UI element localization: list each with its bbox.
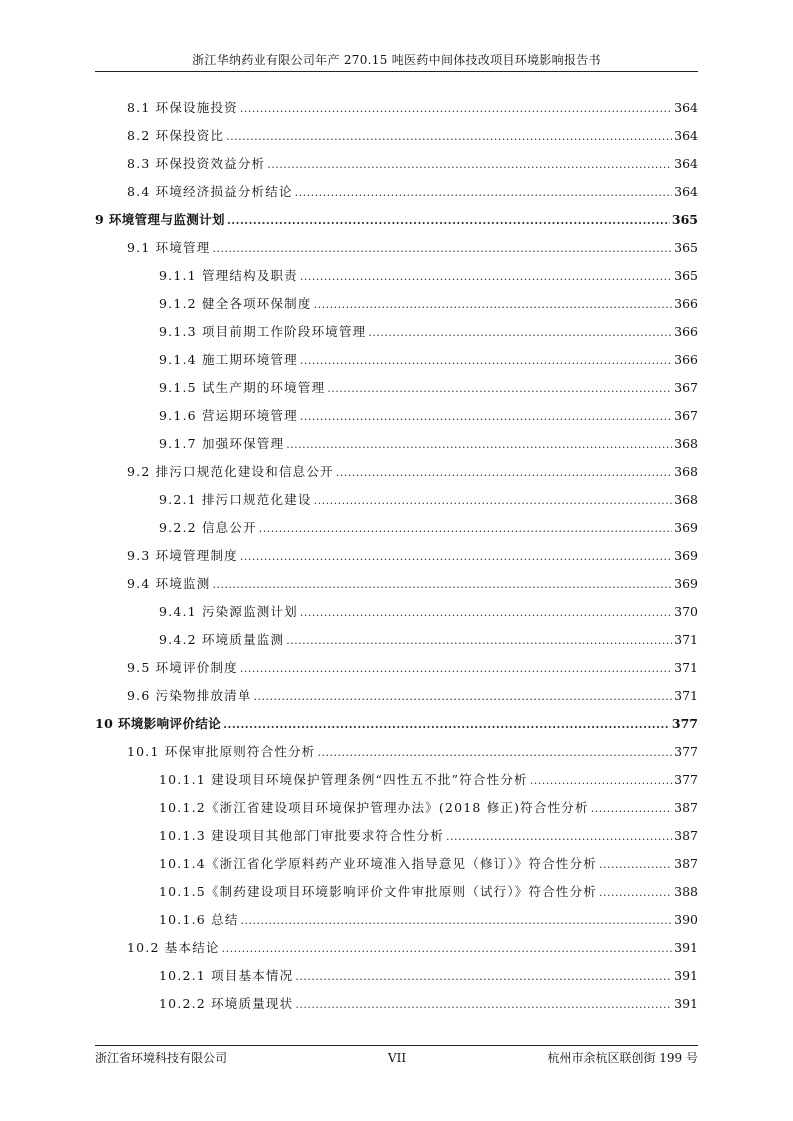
toc-entry-label: 9.1.7 加强环保管理 [159, 436, 285, 451]
toc-entry[interactable] [127, 462, 698, 482]
toc-entry-page: 368 [674, 436, 698, 451]
toc-leader-dots [223, 715, 670, 735]
toc-entry-page: 369 [674, 548, 698, 563]
toc-entry-label: 9.5 环境评价制度 [127, 660, 238, 675]
toc-entry[interactable] [159, 826, 698, 846]
footer-divider [95, 1045, 698, 1046]
toc-entry[interactable] [159, 378, 698, 398]
toc-entry-label: 8.4 环境经济损益分析结论 [127, 184, 293, 199]
toc-entry[interactable] [159, 770, 698, 790]
toc-leader-dots [286, 435, 672, 455]
toc-entry[interactable] [159, 798, 698, 818]
toc-entry[interactable] [127, 98, 698, 118]
toc-leader-dots [240, 547, 672, 567]
toc-leader-dots [241, 911, 673, 931]
toc-leader-dots [599, 855, 672, 875]
toc-leader-dots [240, 659, 672, 679]
toc-entry-label: 9.2.2 信息公开 [159, 520, 257, 535]
footer-page-number: VII [387, 1051, 407, 1065]
toc-entry-label: 9.1.4 施工期环境管理 [159, 352, 298, 367]
toc-entry[interactable] [159, 406, 698, 426]
toc-entry-page: 366 [674, 296, 698, 311]
toc-entry-label: 10.1.5《制药建设项目环境影响评价文件审批原则（试行）》符合性分析 [159, 884, 598, 899]
toc-leader-dots [212, 575, 672, 595]
toc-entry-label: 9.1 环境管理 [127, 240, 211, 255]
toc-entry-label: 9.2 排污口规范化建设和信息公开 [127, 464, 334, 479]
toc-entry-label: 8.1 环保设施投资 [127, 100, 238, 115]
toc-entry-label: 10.1.6 总结 [159, 912, 239, 927]
toc-leader-dots [530, 771, 672, 791]
toc-entry[interactable] [159, 322, 698, 342]
toc-entry-label: 9.2.1 排污口规范化建设 [159, 492, 312, 507]
toc-entry-page: 391 [674, 996, 698, 1011]
toc-entry[interactable] [159, 294, 698, 314]
toc-leader-dots [368, 323, 672, 343]
toc-entry-page: 367 [674, 380, 698, 395]
toc-leader-dots [254, 687, 673, 707]
toc-entry-label: 9.1.5 试生产期的环境管理 [159, 380, 326, 395]
toc-leader-dots [227, 211, 670, 231]
toc-entry-page: 368 [674, 492, 698, 507]
toc-entry-label: 10.1.4《浙江省化学原料药产业环境准入指导意见（修订）》符合性分析 [159, 856, 598, 871]
toc-entry-label: 9.1.2 健全各项环保制度 [159, 296, 312, 311]
toc-leader-dots [295, 995, 672, 1015]
toc-leader-dots [336, 463, 672, 483]
footer-address: 杭州市余杭区联创街 199 号 [547, 1051, 698, 1065]
toc-leader-dots [314, 295, 673, 315]
toc-entry[interactable] [127, 658, 698, 678]
toc-entry[interactable] [159, 882, 698, 902]
toc-entry-page: 364 [674, 156, 698, 171]
toc-entry-page: 364 [674, 128, 698, 143]
toc-entry-page: 377 [674, 744, 698, 759]
toc-entry[interactable] [127, 574, 698, 594]
toc-leader-dots [300, 267, 672, 287]
toc-entry[interactable] [159, 490, 698, 510]
toc-entry[interactable] [159, 966, 698, 986]
toc-entry-page: 365 [674, 240, 698, 255]
toc-leader-dots [591, 799, 672, 819]
toc-entry-page: 371 [674, 632, 698, 647]
toc-entry-page: 387 [674, 828, 698, 843]
toc-entry-page: 370 [674, 604, 698, 619]
toc-entry[interactable] [127, 182, 698, 202]
toc-leader-dots [240, 99, 672, 119]
toc-entry-page: 391 [674, 940, 698, 955]
toc-leader-dots [318, 743, 673, 763]
toc-entry-page: 369 [674, 520, 698, 535]
toc-entry-label: 9.4.1 污染源监测计划 [159, 604, 298, 619]
toc-entry-label: 10.2.1 项目基本情况 [159, 968, 294, 983]
toc-entry-page: 371 [674, 660, 698, 675]
toc-leader-dots [267, 155, 672, 175]
toc-entry-label: 9.1.3 项目前期工作阶段环境管理 [159, 324, 367, 339]
toc-entry-page: 390 [674, 912, 698, 927]
toc-entry-label: 9.1.1 管理结构及职责 [159, 268, 298, 283]
toc-entry-page: 366 [674, 324, 698, 339]
toc-leader-dots [295, 183, 672, 203]
toc-entry-label: 10.2 基本结论 [127, 940, 220, 955]
page-header-title: 浙江华纳药业有限公司年产 270.15 吨医药中间体技改项目环境影响报告书 [192, 53, 601, 67]
toc-entry-label: 10 环境影响评价结论 [95, 716, 222, 731]
toc-leader-dots [286, 631, 672, 651]
toc-leader-dots [226, 127, 672, 147]
header-divider [95, 71, 698, 72]
toc-entry-label: 10.1 环保审批原则符合性分析 [127, 744, 316, 759]
toc-leader-dots [327, 379, 672, 399]
toc-entry-label: 8.2 环保投资比 [127, 128, 225, 143]
toc-entry-page: 369 [674, 576, 698, 591]
toc-entry[interactable] [159, 994, 698, 1014]
toc-entry-label: 9.4.2 环境质量监测 [159, 632, 285, 647]
toc-leader-dots [599, 883, 672, 903]
footer-company: 浙江省环境科技有限公司 [95, 1051, 228, 1065]
toc-entry-label: 10.1.2《浙江省建设项目环境保护管理办法》(2018 修正)符合性分析 [159, 800, 589, 815]
toc-entry-label: 9.3 环境管理制度 [127, 548, 238, 563]
toc-entry-page: 388 [674, 884, 698, 899]
toc-leader-dots [212, 239, 672, 259]
toc-entry-page: 391 [674, 968, 698, 983]
toc-entry-page: 365 [674, 268, 698, 283]
toc-entry[interactable] [159, 434, 698, 454]
toc-leader-dots [222, 939, 673, 959]
toc-entry-label: 10.1.3 建设项目其他部门审批要求符合性分析 [159, 828, 445, 843]
toc-entry-label: 10.1.1 建设项目环境保护管理条例“四性五不批”符合性分析 [159, 772, 528, 787]
toc-entry[interactable] [159, 602, 698, 622]
toc-entry[interactable] [95, 210, 698, 230]
toc-entry[interactable] [159, 266, 698, 286]
toc-entry[interactable] [159, 854, 698, 874]
toc-entry[interactable] [159, 910, 698, 930]
toc-entry[interactable] [127, 126, 698, 146]
toc-leader-dots [259, 519, 672, 539]
toc-entry-page: 387 [674, 856, 698, 871]
toc-entry-page: 366 [674, 352, 698, 367]
toc-entry-page: 368 [674, 464, 698, 479]
toc-entry-page: 371 [674, 688, 698, 703]
toc-entry-label: 8.3 环保投资效益分析 [127, 156, 266, 171]
toc-entry-page: 387 [674, 800, 698, 815]
toc-entry[interactable] [127, 938, 698, 958]
toc-leader-dots [295, 967, 672, 987]
toc-entry-page: 367 [674, 408, 698, 423]
toc-entry[interactable] [127, 686, 698, 706]
toc-leader-dots [314, 491, 673, 511]
toc-entry-page: 365 [671, 212, 698, 227]
toc-entry-page: 364 [674, 184, 698, 199]
toc-entry[interactable] [127, 238, 698, 258]
toc-entry-page: 377 [674, 772, 698, 787]
toc-leader-dots [300, 351, 672, 371]
toc-entry[interactable] [127, 546, 698, 566]
toc-entry-label: 9.1.6 营运期环境管理 [159, 408, 298, 423]
toc-leader-dots [446, 827, 672, 847]
toc-entry[interactable] [159, 518, 698, 538]
toc-leader-dots [300, 407, 672, 427]
toc-entry[interactable] [127, 154, 698, 174]
toc-entry-page: 364 [674, 100, 698, 115]
toc-entry-label: 9.4 环境监测 [127, 576, 211, 591]
toc-entry-label: 10.2.2 环境质量现状 [159, 996, 294, 1011]
toc-entry-label: 9.6 污染物排放清单 [127, 688, 252, 703]
toc-entry[interactable] [127, 742, 698, 762]
toc-entry-label: 9 环境管理与监测计划 [95, 212, 225, 227]
toc-leader-dots [300, 603, 672, 623]
toc-entry-page: 377 [671, 716, 698, 731]
toc-entry[interactable] [159, 350, 698, 370]
toc-entry[interactable] [95, 714, 698, 734]
toc-entry[interactable] [159, 630, 698, 650]
